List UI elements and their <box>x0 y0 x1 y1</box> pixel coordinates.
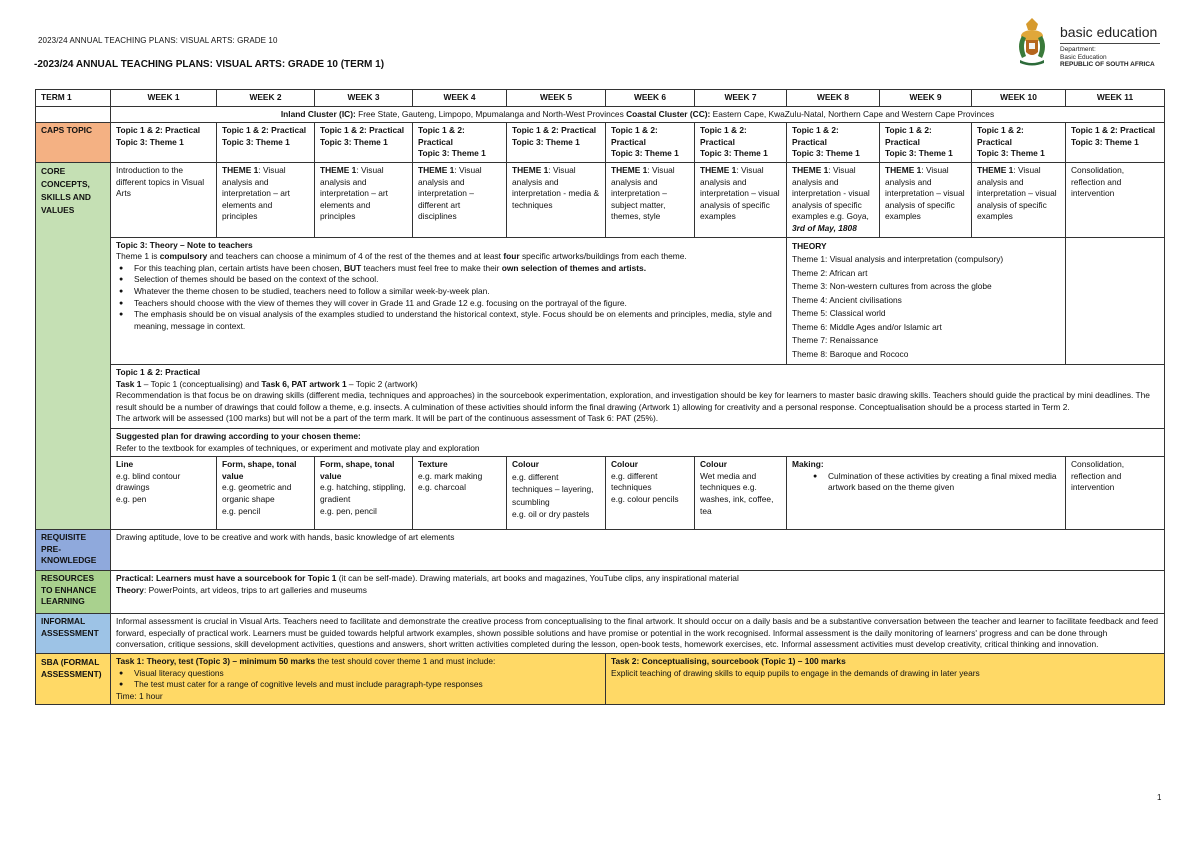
teaching-plan-table <box>35 89 1165 705</box>
term-label: TERM 1 <box>36 90 111 107</box>
practical-row <box>36 365 1165 429</box>
sba-task2: Task 2: Conceptualising, sourcebook (Topic 1) – 100 marks Explicit teaching of drawing skills to equip pupils to engage in the demands of drawing in later years <box>606 653 1165 704</box>
logo-department: Department: Basic Education REPUBLIC OF SOUTH AFRICA <box>1060 46 1155 68</box>
cluster-info: Inland Cluster (IC): Free State, Gauteng, Limpopo, Mpumalanga and North-West Provinces Coastal Cluster (CC): Eastern Cape, KwaZulu-Natal, Northern Cape and Western Cape Provinces <box>111 106 1165 123</box>
document-title: -2023/24 ANNUAL TEACHING PLANS: VISUAL ARTS: GRADE 10 (TERM 1) <box>34 59 385 70</box>
core-week-cell: THEME 1: Visual analysis and interpretation – visual analysis of specific examples <box>695 162 787 237</box>
core-week-cell: THEME 1: Visual analysis and interpretation – art elements and principles <box>315 162 413 237</box>
page-number: 1 <box>1157 793 1162 802</box>
list-item: Theme 7: Renaissance <box>792 335 879 346</box>
skill-cell: Colour e.g. different techniques e.g. colour pencils <box>606 457 695 530</box>
core-concepts-row <box>36 162 1165 237</box>
consolidation-cell: Consolidation, reflection and intervention <box>1066 457 1165 530</box>
week-header: WEEK 10 <box>972 90 1066 107</box>
requisite-label: REQUISITE PRE-KNOWLEDGE <box>36 530 111 571</box>
informal-text: Informal assessment is crucial in Visual Arts. Teachers need to facilitate and demonstrate the creative process from conceptualising to the final artwork. It should occur on a daily basis and be a substantive conversation between the teacher and learner to facilitate feedback and feed forward, especially of practical work. Learners must be guided towards helpful artwork examples, shown possible solutions and have promise or potential in the work recognised. Informal assessment is the daily monitoring of learners' progress and can be done through conversation, critique sessions, skill development activities, questions and answers, short written activities completed during the lesson, open-book tests, homework exercises, etc. Informal assessment activities must develop creativity, critical thinking and innovation. <box>111 614 1165 654</box>
core-week-cell: THEME 1: Visual analysis and interpretation - media & techniques <box>507 162 606 237</box>
informal-row <box>36 614 1165 654</box>
list-item: ● The emphasis should be on visual analysis of the examples studied to understand the historical context, style. Focus should be on elements and principles, media, style and meaning, message in context. <box>134 309 781 332</box>
theory-bullet-list <box>116 263 781 333</box>
coat-of-arms-icon <box>1012 16 1052 68</box>
list-item: Theme 4: Ancient civilisations <box>792 294 902 305</box>
caps-topic-cell: Topic 1 & 2: Practical Topic 3: Theme 1 <box>507 123 606 163</box>
list-item: ● Selection of themes should be based on the context of the school. <box>134 274 781 286</box>
week-header: WEEK 5 <box>507 90 606 107</box>
skill-cell: Form, shape, tonal value e.g. hatching, stippling, gradient e.g. pen, pencil <box>315 457 413 530</box>
skill-cell: Form, shape, tonal value e.g. geometric and organic shape e.g. pencil <box>217 457 315 530</box>
caps-topic-cell: Topic 1 & 2: Practical Topic 3: Theme 1 <box>606 123 695 163</box>
resources-text: Practical: Learners must have a sourcebook for Topic 1 (it can be self-made). Drawing materials, art books and magazines, YouTube clips, any inspirational material Theory: PowerPoints, art videos, trips to art galleries and museums <box>111 571 1165 614</box>
caps-topic-cell: Topic 1 & 2: Practical Topic 3: Theme 1 <box>880 123 972 163</box>
core-week-cell: THEME 1: Visual analysis and interpretation – visual analysis of specific examples <box>972 162 1066 237</box>
core-week-cell: THEME 1: Visual analysis and interpretation – visual analysis of specific examples <box>880 162 972 237</box>
caps-topic-cell: Topic 1 & 2: Practical Topic 3: Theme 1 <box>1066 123 1165 163</box>
logo-divider <box>1060 43 1160 44</box>
skills-row <box>36 457 1165 530</box>
skill-cell: Texture e.g. mark making e.g. charcoal <box>413 457 507 530</box>
caps-topic-cell: Topic 1 & 2: Practical Topic 3: Theme 1 <box>315 123 413 163</box>
core-week-cell: THEME 1: Visual analysis and interpretation – different art disciplines <box>413 162 507 237</box>
list-item: ● Teachers should choose with the view of themes they will cover in Grade 11 and Grade 12 e.g. focusing on the portrayal of the figure. <box>134 298 781 310</box>
list-item: Theme 2: African art <box>792 267 868 278</box>
informal-label: INFORMAL ASSESSMENT <box>36 614 111 654</box>
caps-topic-cell: Topic 1 & 2: Practical Topic 3: Theme 1 <box>972 123 1066 163</box>
theory-theme-list: THEORY Theme 1: Visual analysis and interpretation (compulsory) Theme 2: African art Theme 3: Non-western cultures from across the globe Theme 4: Ancient civilisations Theme 5: Classical world Theme 6: Middle Ages and/or Islamic art Theme 7: Renaissance Theme 8: Baroque and Rococo <box>787 237 1066 365</box>
caps-topic-label: CAPS TOPIC <box>36 123 111 163</box>
core-week-cell: THEME 1: Visual analysis and interpretation - visual analysis of specific examples e.g. Goya, 3rd of May, 1808 <box>787 162 880 237</box>
caps-topic-row <box>36 123 1165 163</box>
week-header: WEEK 4 <box>413 90 507 107</box>
logo-brand: basic education <box>1060 24 1158 40</box>
resources-label: RESOURCES TO ENHANCE LEARNING <box>36 571 111 614</box>
requisite-text: Drawing aptitude, love to be creative and work with hands, basic knowledge of art elements <box>111 530 1165 571</box>
caps-topic-cell: Topic 1 & 2: Practical Topic 3: Theme 1 <box>217 123 315 163</box>
cluster-row <box>36 106 1165 123</box>
week-header: WEEK 6 <box>606 90 695 107</box>
week-header: WEEK 11 <box>1066 90 1165 107</box>
core-concepts-label: CORE CONCEPTS, SKILLS AND VALUES <box>36 162 111 529</box>
sba-task1: Task 1: Theory, test (Topic 3) – minimum 50 marks the test should cover theme 1 and must include: ● Visual literacy questions ● The test must cater for a range of cognitive levels and must include paragraph-type responses Time: 1 hour <box>111 653 606 704</box>
sba-row <box>36 653 1165 704</box>
empty-cell <box>1066 237 1165 365</box>
week-header-row <box>36 90 1165 107</box>
week-header: WEEK 2 <box>217 90 315 107</box>
list-item: ● Culmination of these activities by creating a final mixed media artwork based on the theme given <box>828 471 1060 494</box>
sba-label: SBA (FORMAL ASSESSMENT) <box>36 653 111 704</box>
list-item: Theme 8: Baroque and Rococo <box>792 348 909 359</box>
list-item: Theme 6: Middle Ages and/or Islamic art <box>792 321 942 332</box>
list-item: Theme 3: Non-western cultures from across the globe <box>792 281 992 292</box>
resources-row <box>36 571 1165 614</box>
goya-artwork-title: 3rd of May, 1808 <box>792 222 857 233</box>
core-week-cell: Consolidation, reflection and intervention <box>1066 162 1165 237</box>
caps-topic-cell: Topic 1 & 2: Practical Topic 3: Theme 1 <box>695 123 787 163</box>
week-header: WEEK 9 <box>880 90 972 107</box>
skill-cell: Colour e.g. different techniques – layering, scumbling e.g. oil or dry pastels <box>507 457 606 530</box>
list-item: ● Visual literacy questions <box>134 668 600 680</box>
caps-topic-cell: Topic 1 & 2: Practical Topic 3: Theme 1 <box>787 123 880 163</box>
skill-cell: Colour Wet media and techniques e.g. washes, ink, coffee, tea <box>695 457 787 530</box>
drawing-plan: Suggested plan for drawing according to your chosen theme: Refer to the textbook for examples of techniques, or experiment and motivate play and exploration <box>111 429 1165 457</box>
empty-cell <box>36 106 111 123</box>
list-item: ● For this teaching plan, certain artists have been chosen, BUT teachers must feel free to make their own selection of themes and artists. <box>134 263 781 275</box>
theory-notes: Topic 3: Theory – Note to teachers Theme 1 is compulsory and teachers can choose a minimum of 4 of the rest of the themes and at least four specific artworks/buildings from each theme. ● For this teaching plan, certain artists have been chosen, BUT teachers must feel free to make their own selection of themes and artists. ● Selection of themes should be based on the context of the school. ● Whatever the theme chosen to be studied, teachers need to follow a similar week-by-week plan. ● Teachers should choose with the view of themes they will cover in Grade 11 and Grade 12 e.g. focusing on the portrayal of the figure. ● The emphasis should be on visual analysis of the examples studied to understand the historical context, style. Focus should be on elements and principles, media, style and meaning, message in context. <box>111 237 787 365</box>
list-item: Theme 5: Classical world <box>792 308 886 319</box>
caps-topic-cell: Topic 1 & 2: Practical Topic 3: Theme 1 <box>111 123 217 163</box>
requisite-row <box>36 530 1165 571</box>
core-week-cell: THEME 1: Visual analysis and interpretation – art elements and principles <box>217 162 315 237</box>
core-week-cell: THEME 1: Visual analysis and interpretation – subject matter, themes, style <box>606 162 695 237</box>
skill-cell: Line e.g. blind contour drawings e.g. pen <box>111 457 217 530</box>
caps-topic-cell: Topic 1 & 2: Practical Topic 3: Theme 1 <box>413 123 507 163</box>
week-header: WEEK 8 <box>787 90 880 107</box>
theory-row <box>36 237 1165 365</box>
plan-row <box>36 429 1165 457</box>
week-header: WEEK 3 <box>315 90 413 107</box>
core-week-cell: Introduction to the different topics in Visual Arts <box>111 162 217 237</box>
dbe-logo <box>1012 16 1162 70</box>
list-item: Theme 1: Visual analysis and interpretation (compulsory) <box>792 254 1004 265</box>
week-header: WEEK 7 <box>695 90 787 107</box>
list-item: ● Whatever the theme chosen to be studied, teachers need to follow a similar week-by-week plan. <box>134 286 781 298</box>
list-item: ● The test must cater for a range of cognitive levels and must include paragraph-type responses <box>134 679 600 691</box>
practical-notes: Topic 1 & 2: Practical Task 1 – Topic 1 (conceptualising) and Task 6, PAT artwork 1 – Topic 2 (artwork) Recommendation is that focus be on drawing skills (different media, techniques and approaches) in the sourcebook experimentation, exploration, and investigation should be key for learners to master basic drawing skills. Teachers should guide the practical by mini deadlines. The result should be a number of drawings that could follow a theme, e.g. insects. A culmination of these activities should inform the final drawing (Artwork 1) allowing for creativity and a personal response. Conceptualisation should be a process started in Term 2. The artwork will be assessed (100 marks) but will not be a part of the term mark. It will be part of the continuous assessment of Task 6: PAT (25%). <box>111 365 1165 429</box>
making-cell: Making: ● Culmination of these activities by creating a final mixed media artwork based on the theme given <box>787 457 1066 530</box>
running-header: 2023/24 ANNUAL TEACHING PLANS: VISUAL ARTS: GRADE 10 <box>38 36 278 45</box>
week-header: WEEK 1 <box>111 90 217 107</box>
